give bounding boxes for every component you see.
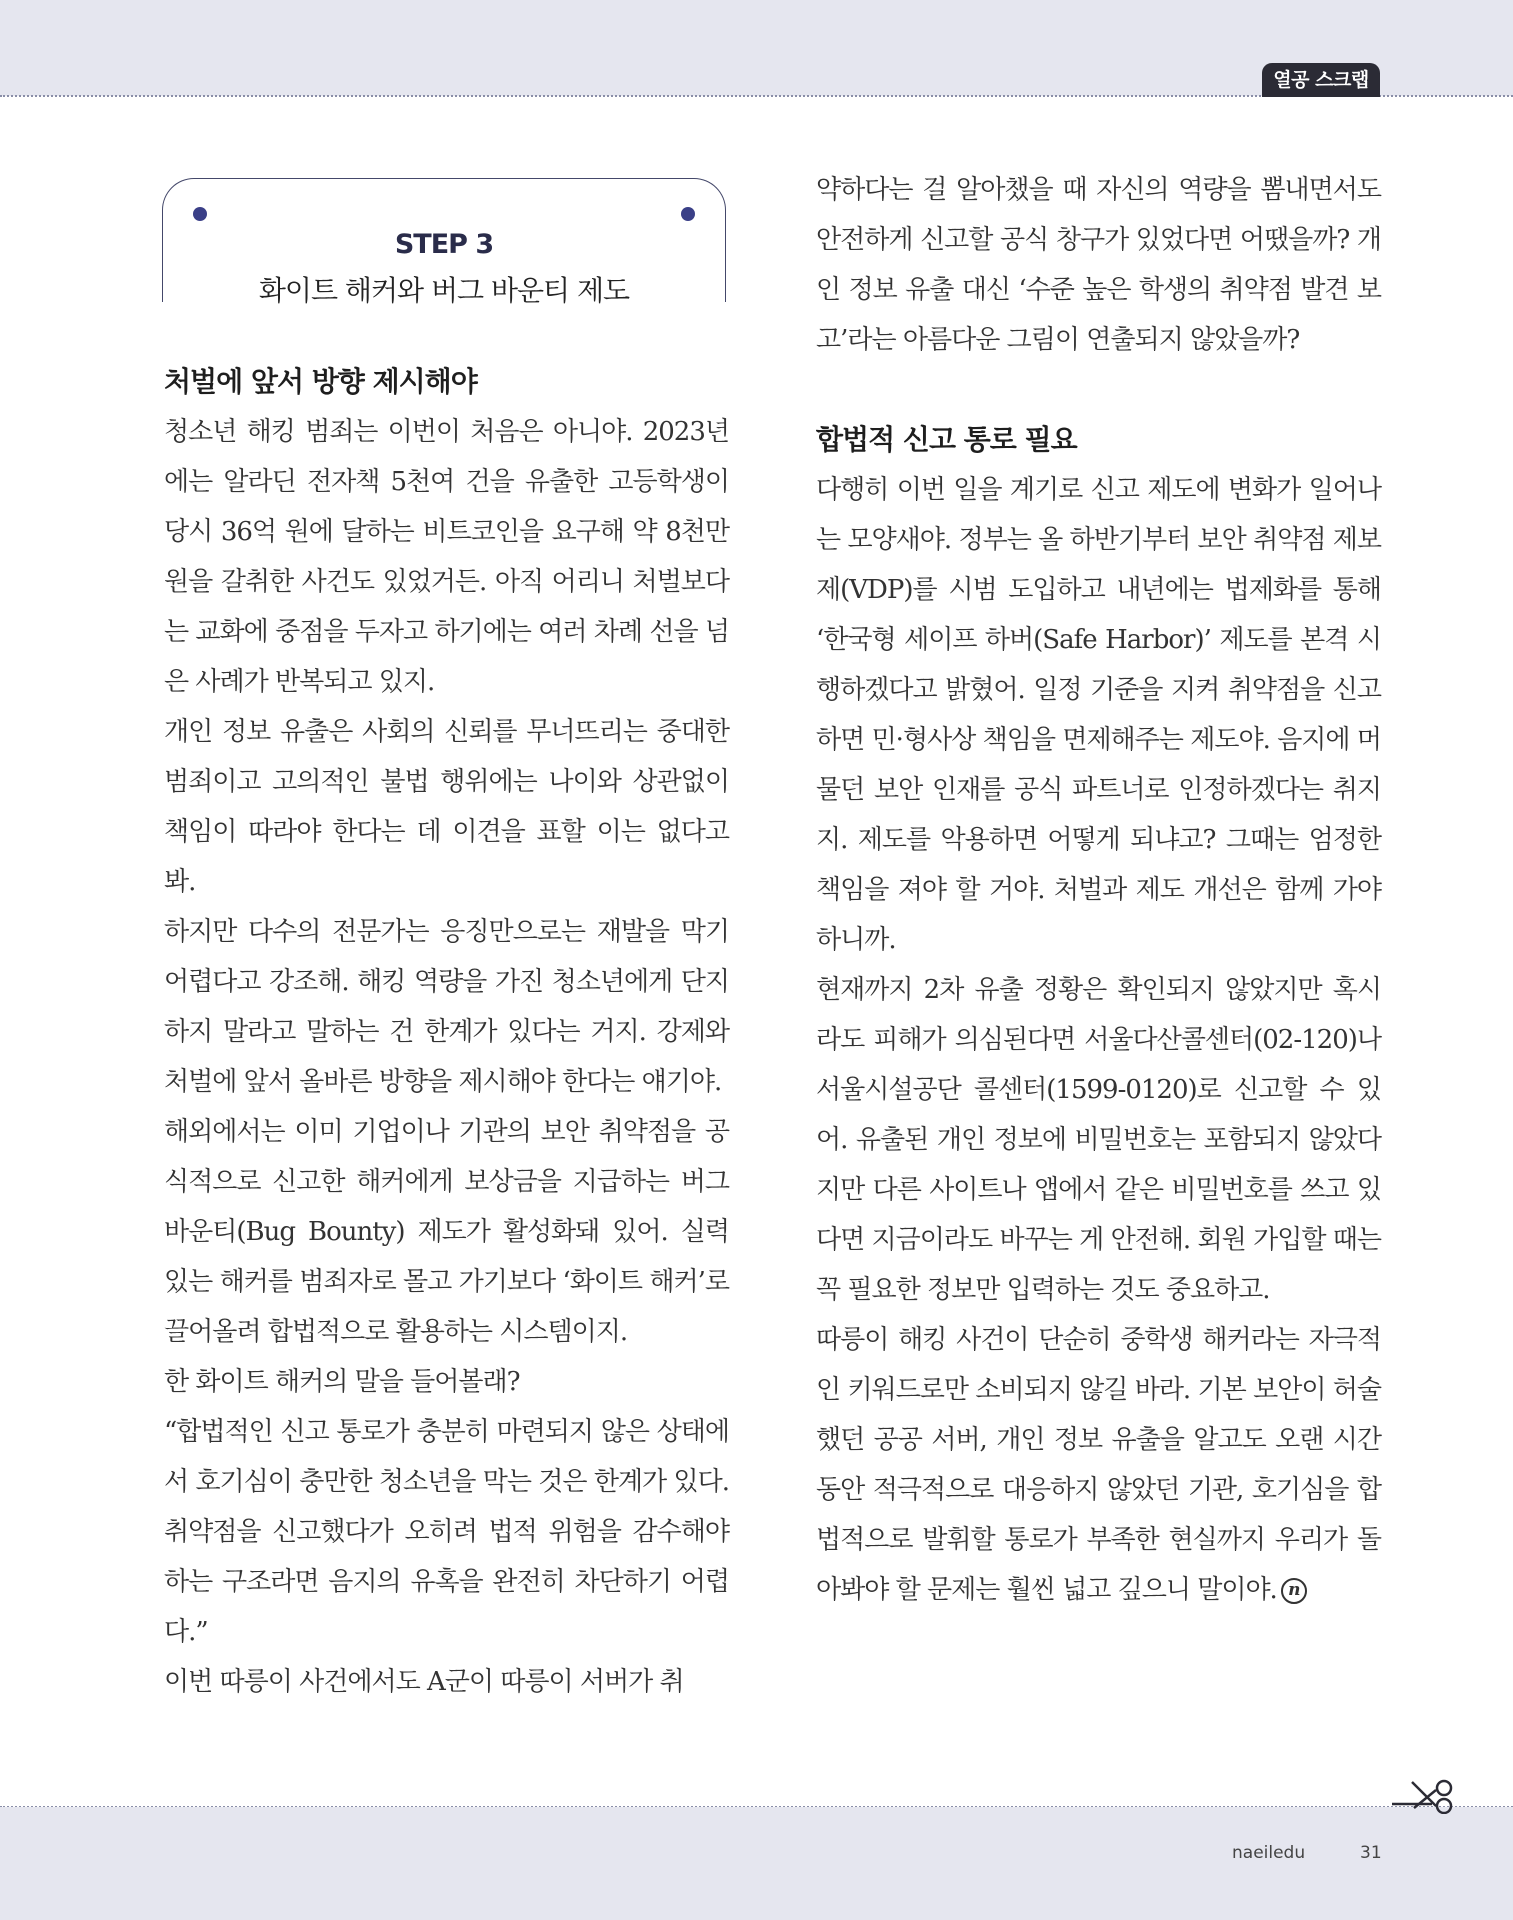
end-mark-icon: n xyxy=(1281,1578,1307,1604)
body-paragraph: 한 화이트 해커의 말을 들어볼래? xyxy=(164,1367,520,1397)
dot-icon xyxy=(681,207,695,221)
left-column xyxy=(164,357,729,1707)
step-box xyxy=(162,178,726,307)
footer-brand: naeiledu xyxy=(1232,1843,1306,1863)
body-paragraph: 해외에서는 이미 기업이나 기관의 보안 취약점을 공식적으로 신고한 해커에게 보상금을 지급하는 버그 바운티(Bug Bounty) 제도가 활성화돼 있어. 실력 있는 해커를 범죄자로 몰고 가기보다 ‘화이트 해커’로 끌어올려 합법적으로 활용하는 시스템이지. xyxy=(164,1117,729,1347)
step-label: STEP 3 xyxy=(394,229,494,260)
dot-icon xyxy=(193,207,207,221)
body-paragraph: 다행히 이번 일을 계기로 신고 제도에 변화가 일어나는 모양새야. 정부는 올 하반기부터 보안 취약점 제보제(VDP)를 시범 도입하고 내년에는 법제화를 통해 ‘한국형 세이프 하버(Safe Harbor)’ 제도를 본격 시행하겠다고 밝혔어. 일정 기준을 지켜 취약점을 신고하면 민·형사상 책임을 면제해주는 제도야. 음지에 머물던 보안 인재를 공식 파트너로 인정하겠다는 취지지. 제도를 악용하면 어떻게 되냐고? 그때는 엄정한 책임을 져야 할 거야. 처벌과 제도 개선은 함께 가야 하니까. xyxy=(816,475,1381,955)
body-paragraph: 청소년 해킹 범죄는 이번이 처음은 아니야. 2023년에는 알라딘 전자책 5천여 건을 유출한 고등학생이 당시 36억 원에 달하는 비트코인을 요구해 약 8천만 원을 갈취한 사건도 있었거든. 아직 어리니 처벌보다는 교화에 중점을 두자고 하기에는 여러 차례 선을 넘은 사례가 반복되고 있지. xyxy=(164,417,729,697)
page-number: 31 xyxy=(1360,1843,1382,1863)
final-paragraph-text: 따릉이 해킹 사건이 단순히 중학생 해커라는 자극적인 키워드로만 소비되지 않길 바라. 기본 보안이 허술했던 공공 서버, 개인 정보 유출을 알고도 오랜 시간 동안 적극적으로 대응하지 않았던 기관, 호기심을 합법적으로 발휘할 통로가 부족한 현실까지 우리가 돌아봐야 할 문제는 훨씬 넓고 깊으니 말이야. xyxy=(816,1325,1381,1605)
body-paragraph xyxy=(816,1315,1381,1615)
body-paragraph: 약하다는 걸 알아챘을 때 자신의 역량을 뽐내면서도 안전하게 신고할 공식 창구가 있었다면 어땠을까? 개인 정보 유출 대신 ‘수준 높은 학생의 취약점 발견 보고’라는 아름다운 그림이 연출되지 않았을까? xyxy=(816,175,1381,355)
section-tab: 열공 스크랩 xyxy=(1262,63,1380,97)
spacer xyxy=(816,365,1381,415)
scissors-icon xyxy=(1392,1776,1462,1814)
right-column xyxy=(816,165,1381,1615)
step-title: 화이트 해커와 버그 바운티 제도 xyxy=(258,274,630,307)
body-paragraph: 이번 따릉이 사건에서도 A군이 따릉이 서버가 취 xyxy=(164,1667,684,1697)
body-paragraph: 하지만 다수의 전문가는 응징만으로는 재발을 막기 어렵다고 강조해. 해킹 역량을 가진 청소년에게 단지 하지 말라고 말하는 건 한계가 있다는 거지. 강제와 처벌에 앞서 올바른 방향을 제시해야 한다는 얘기야. xyxy=(164,917,729,1097)
quote-paragraph: “합법적인 신고 통로가 충분히 마련되지 않은 상태에서 호기심이 충만한 청소년을 막는 것은 한계가 있다. 취약점을 신고했다가 오히려 법적 위험을 감수해야 하는 구조라면 음지의 유혹을 완전히 차단하기 어렵다.” xyxy=(164,1417,729,1647)
section-heading: 처벌에 앞서 방향 제시해야 xyxy=(164,365,477,398)
section-heading: 합법적 신고 통로 필요 xyxy=(816,423,1077,456)
body-paragraph: 현재까지 2차 유출 정황은 확인되지 않았지만 혹시라도 피해가 의심된다면 서울다산콜센터(02-120)나 서울시설공단 콜센터(1599-0120)로 신고할 수 있어. 유출된 개인 정보에 비밀번호는 포함되지 않았다지만 다른 사이트나 앱에서 같은 비밀번호를 쓰고 있다면 지금이라도 바꾸는 게 안전해. 회원 가입할 때는 꼭 필요한 정보만 입력하는 것도 중요하고. xyxy=(816,975,1381,1305)
body-paragraph: 개인 정보 유출은 사회의 신뢰를 무너뜨리는 중대한 범죄이고 고의적인 불법 행위에는 나이와 상관없이 책임이 따라야 한다는 데 이견을 표할 이는 없다고 봐. xyxy=(164,717,729,897)
footer-band xyxy=(0,1807,1513,1920)
